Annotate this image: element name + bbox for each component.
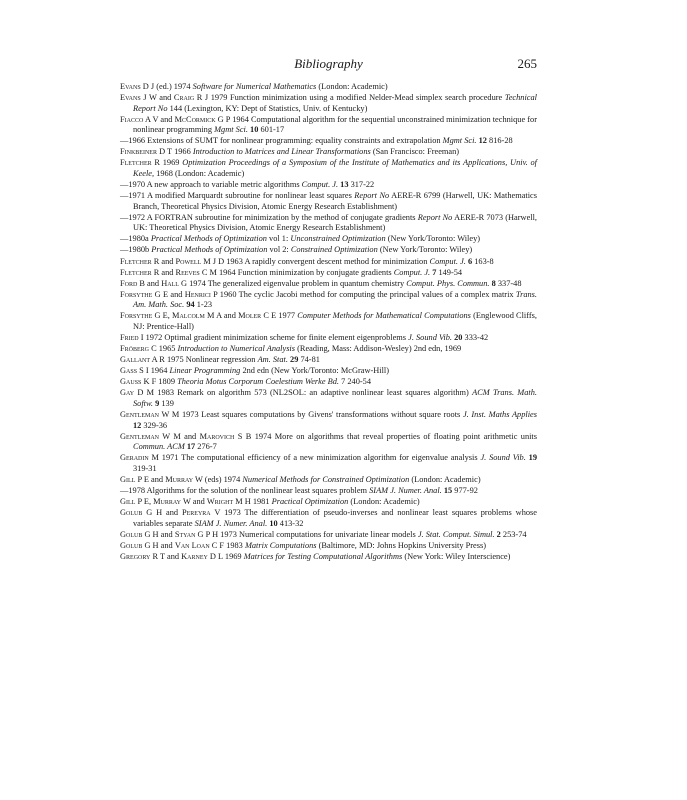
entry-title: Practical Methods of Optimization	[150, 234, 267, 244]
entry-volume: 8	[491, 278, 496, 288]
entry-title: Linear Programming	[169, 366, 241, 376]
bibliography-entry	[120, 388, 537, 409]
entry-text: 413-32	[277, 518, 304, 528]
bibliography-entry	[120, 486, 537, 497]
entry-title: Theoria Motus Corporum Coelestium Werke Bd.	[177, 377, 340, 387]
entry-text: vol 1:	[266, 234, 291, 244]
entry-text: G H and	[142, 540, 175, 550]
entry-author: Fletcher	[120, 267, 152, 277]
entry-text: 319-31	[133, 463, 157, 473]
entry-text: M H 1981	[233, 497, 272, 507]
entry-author: Fletcher	[120, 256, 152, 266]
entry-text: A V and	[143, 114, 175, 124]
entry-text: 149-54	[436, 267, 463, 277]
entry-title: Numerical Methods for Constrained Optimization	[242, 474, 410, 484]
entry-title: ACM Trans. Math. Softw.	[133, 388, 538, 408]
entry-volume: 15	[443, 485, 453, 495]
entry-volume: 10	[269, 518, 278, 528]
entry-text: 163-8	[472, 256, 494, 266]
entry-text: M A and	[204, 311, 239, 321]
entry-volume: 6	[467, 256, 473, 266]
entry-text: 74-81	[298, 355, 320, 365]
entry-text: P E and	[135, 474, 166, 484]
entry-text: B and	[137, 278, 162, 288]
entry-author: Powell	[175, 256, 202, 266]
bibliography-entry	[120, 290, 537, 311]
entry-author: Styan	[174, 529, 196, 539]
entry-text: G P H 1973 Numerical computations for univariate linear models	[195, 529, 418, 539]
entry-text: R and	[151, 256, 176, 266]
entry-text: D M 1983 Remark on algorithm 573 (NL2SOL: an adaptive nonlinear least squares algorithm)	[134, 388, 473, 398]
bibliography-entry	[120, 366, 537, 377]
entry-text: P E,	[135, 497, 154, 507]
entry-text: 1-23	[194, 300, 213, 310]
running-title: Bibliography	[294, 56, 363, 71]
entry-title: SIAM J. Numer. Anal.	[369, 485, 442, 495]
entry-text: AERE-R 6799 (Harwell, UK: Mathematics Branch, Theoretical Physics Division, Atomic Energy Research Establishment)	[133, 191, 537, 211]
entry-title: J. Sound Vib.	[480, 453, 526, 463]
entry-text: G E,	[152, 311, 173, 321]
entry-volume: 12	[478, 136, 487, 146]
bibliography-entry	[120, 530, 537, 541]
bibliography-entry	[120, 355, 537, 366]
bibliography-entry	[120, 191, 537, 212]
entry-title: SIAM J. Numer. Anal.	[194, 518, 268, 528]
bibliography-entry	[120, 497, 537, 508]
entry-author: Gay	[120, 388, 135, 398]
entry-title: Practical Methods of Optimization	[151, 245, 268, 255]
entry-title: Introduction to Matrices and Linear Transformations	[192, 147, 371, 157]
entry-volume: 17	[186, 442, 196, 452]
entry-text: 333-42	[462, 333, 489, 342]
entry-text: 601-17	[258, 125, 285, 135]
entry-title: Technical Report No	[133, 93, 537, 113]
bibliography-entry	[120, 257, 537, 268]
bibliography-entry	[120, 234, 537, 245]
bibliography-entry	[120, 311, 537, 332]
bibliography-entry	[120, 552, 537, 563]
entry-text: W and	[181, 497, 207, 507]
entry-text: W M 1973 Least squares computations by Givens' transformations without square roots	[159, 410, 463, 420]
entry-author: Pereyra	[182, 508, 211, 518]
entry-text: M J D 1963 A rapidly convergent descent method for minimization	[201, 256, 430, 266]
entry-title: Practical Optimization	[271, 497, 349, 507]
bibliography-entry	[120, 377, 537, 388]
entry-title: J. Stat. Comput. Simul.	[417, 529, 495, 539]
entry-author: Forsythe	[120, 289, 153, 299]
entry-author: Gentleman	[120, 410, 160, 420]
entry-volume: 19	[528, 453, 538, 463]
entry-author: Fletcher	[120, 158, 152, 168]
entry-text: C 1965	[148, 344, 178, 354]
entry-text: (San Francisco: Freeman)	[370, 147, 460, 157]
entry-text: vol 2:	[267, 245, 291, 255]
entry-text: 7 240-54	[339, 377, 371, 387]
entry-author: Golub	[120, 529, 143, 539]
bibliography-entry	[120, 147, 537, 158]
entry-text: C M 1964 Function minimization by conjugate gradients	[199, 267, 394, 277]
page-number: 265	[517, 56, 537, 71]
entry-text: A R 1975 Nonlinear regression	[150, 355, 258, 365]
entry-author: Evans	[120, 93, 141, 103]
entry-text: 1968 (London: Academic)	[154, 168, 245, 178]
entry-title: Trans. Am. Math. Soc.	[133, 289, 537, 310]
entry-text: (New York: Wiley Interscience)	[402, 551, 511, 561]
entry-text: —1972 A FORTRAN subroutine for minimization by the method of conjugate gradients	[120, 212, 418, 222]
entry-title: Matrices for Testing Computational Algorithms	[243, 551, 403, 561]
entry-text: (London: Academic)	[348, 497, 420, 507]
entry-text: 816-28	[486, 136, 513, 146]
entry-title: Comput. J.	[393, 267, 431, 277]
entry-text: —1971 A modified Marquardt subroutine for nonlinear least squares	[120, 191, 355, 201]
entry-title: Comput. Phys. Commun.	[406, 278, 490, 288]
entry-volume: 12	[133, 420, 142, 430]
entry-text: G E and	[152, 289, 185, 299]
entry-text: 139	[159, 398, 174, 408]
entry-text: (Englewood Cliffs, NJ: Prentice-Hall)	[133, 311, 537, 331]
entry-title: Optimization Proceedings of a Symposium of the Institute of Mathematics and its Applications, Univ. of Keele,	[133, 158, 537, 178]
entry-author: Fiacco	[120, 114, 144, 124]
entry-author: Reeves	[175, 267, 200, 277]
entry-volume: 9	[155, 398, 160, 408]
entry-text: C E 1977	[261, 311, 298, 321]
entry-text: —1970 A new approach to variable metric algorithms	[120, 180, 302, 190]
entry-text: G H and	[142, 529, 175, 539]
entry-title: Comput. J.	[429, 256, 466, 266]
entry-text: 337-48	[495, 278, 522, 288]
bibliography-entry	[120, 136, 537, 147]
entry-text: M 1971 The computational efficiency of a new minimization algorithm for eigenvalue analysis	[148, 453, 481, 463]
bibliography-entry	[120, 180, 537, 191]
entry-text: (New York/Toronto: Wiley)	[377, 245, 473, 255]
entry-text: —1980a	[120, 234, 151, 244]
entry-author: Hall	[161, 278, 179, 288]
entry-author: Forsythe	[120, 311, 153, 321]
entry-volume: 2	[496, 529, 501, 539]
entry-title: Matrix Computations	[244, 540, 317, 550]
entry-author: Gallant	[120, 355, 151, 365]
entry-text: 977-92	[452, 485, 478, 495]
entry-author: Murray	[165, 474, 194, 484]
entry-author: Finkbeiner	[120, 147, 157, 157]
entry-author: Ford	[120, 278, 138, 288]
entry-text: W M and	[159, 431, 200, 441]
entry-text: (New York/Toronto: Wiley)	[385, 234, 481, 244]
entry-text: G P 1964 Computational algorithm for the sequential unconstrained minimization technique for nonlinear programming	[133, 114, 537, 135]
entry-title: Computer Methods for Mathematical Computations	[297, 311, 471, 321]
entry-text: I 1972 Optimal gradient minimization scheme for finite element eigenproblems	[138, 333, 409, 342]
entry-author: Gregory	[120, 551, 151, 561]
entry-title: J. Inst. Maths Applies	[462, 410, 537, 420]
entry-title: Commun. ACM	[133, 442, 185, 452]
page-header	[120, 56, 537, 76]
entry-text: 253-74	[500, 529, 527, 539]
entry-text: C F 1983	[209, 540, 245, 550]
entry-text: R T and	[150, 551, 182, 561]
entry-text: R J 1979 Function minimization using a modified Nelder-Mead simplex search procedure	[194, 93, 505, 103]
bibliography-entry	[120, 333, 537, 344]
entry-text: (London: Academic)	[409, 474, 481, 484]
entry-text: J W and	[140, 93, 174, 103]
entry-author: Murray	[153, 497, 182, 507]
entry-title: Introduction to Numerical Analysis	[177, 344, 296, 354]
entry-title: Report No	[354, 191, 390, 201]
entry-text: 2nd edn (New York/Toronto: McGraw-Hill)	[240, 366, 390, 376]
entry-author: Gill	[120, 474, 136, 484]
entry-text: G H and	[142, 508, 182, 518]
entry-text: S B 1974 More on algorithms that reveal properties of floating point arithmetic units	[234, 431, 538, 441]
entry-author: McCormick	[174, 114, 216, 124]
entry-title: Report No	[417, 212, 453, 222]
entry-text: AERE-R 7073 (Harwell, UK: Theoretical Physics Division, Atomic Energy Research Establishment)	[133, 212, 537, 233]
entry-author: Craig	[173, 93, 195, 103]
entry-text: W (eds) 1974	[193, 474, 243, 484]
bibliography-entry	[120, 432, 537, 453]
entry-title: Mgmt Sci.	[442, 136, 477, 146]
entry-text: 317-22	[348, 180, 375, 190]
bibliography-entry	[120, 245, 537, 256]
entry-author: Karney	[181, 551, 208, 561]
entry-text: (London: Academic)	[316, 82, 388, 91]
entry-title: J. Sound Vib.	[408, 333, 452, 342]
entry-author: Malcolm	[172, 311, 205, 321]
entry-author: Evans	[120, 82, 141, 91]
entry-text: G 1974 The generalized eigenvalue problem in quantum chemistry	[178, 278, 407, 288]
entry-author: Fried	[120, 333, 139, 342]
bibliography-entry	[120, 268, 537, 279]
entry-author: Gentleman	[120, 431, 160, 441]
entry-text: D J (ed.) 1974	[140, 82, 193, 91]
entry-text: R 1969	[151, 158, 183, 168]
entry-text: V 1973 The differentiation of pseudo-inverses and nonlinear least squares problems whose variables separate	[133, 508, 537, 528]
entry-text: 329-36	[141, 420, 168, 430]
bibliography-entry	[120, 93, 537, 114]
entry-text: —1980b	[120, 245, 152, 255]
entry-volume: 10	[250, 125, 259, 135]
entry-title: Software for Numerical Mathematics	[192, 82, 317, 91]
entry-author: Geradin	[120, 453, 149, 463]
entry-author: Van Loan	[174, 540, 210, 550]
entry-text: (Baltimore, MD: Johns Hopkins University Press)	[316, 540, 486, 550]
bibliography-entry	[120, 344, 537, 355]
bibliography-entry	[120, 508, 537, 529]
entry-author: Wright	[206, 497, 234, 507]
bibliography-entry	[120, 279, 537, 290]
entry-author: Gass	[120, 366, 138, 376]
bibliography-list	[120, 82, 537, 563]
entry-volume: 13	[340, 180, 349, 190]
entry-author: Marovich	[199, 431, 235, 441]
entry-title: Constrained Optimization	[290, 245, 378, 255]
entry-text: P 1960 The cyclic Jacobi method for computing the principal values of a complex matrix	[210, 289, 516, 299]
entry-title: Unconstrained Optimization	[290, 234, 386, 244]
entry-text: (Reading, Mass: Addison-Wesley) 2nd edn, 1969	[295, 344, 462, 354]
entry-text: 276-7	[195, 442, 217, 452]
entry-author: Golub	[120, 540, 143, 550]
entry-text: K F 1809	[141, 377, 178, 387]
entry-title: Am. Stat.	[257, 355, 288, 365]
bibliography-entry	[120, 115, 537, 136]
bibliography-entry	[120, 213, 537, 234]
entry-author: Gauss	[120, 377, 142, 387]
bibliography-entry	[120, 410, 537, 431]
entry-author: Moler	[238, 311, 262, 321]
entry-text: S I 1964	[137, 366, 170, 376]
entry-title: Mgmt Sci.	[214, 125, 248, 135]
entry-author: Fröberg	[120, 344, 149, 354]
entry-author: Gill	[120, 497, 136, 507]
entry-volume: 7	[432, 267, 437, 277]
entry-author: Golub	[120, 508, 143, 518]
entry-text: —1966 Extensions of SUMT for nonlinear programming: equality constraints and extrapolation	[120, 136, 443, 146]
entry-title: Comput. J.	[301, 180, 339, 190]
bibliography-entry	[120, 453, 537, 474]
entry-text: 144 (Lexington, KY: Dept of Statistics, Univ. of Kentucky)	[167, 103, 368, 113]
bibliography-entry	[120, 82, 537, 93]
entry-text: R and	[151, 267, 176, 277]
bibliography-entry	[120, 475, 537, 486]
bibliography-entry	[120, 541, 537, 552]
entry-text: —1978 Algorithms for the solution of the nonlinear least squares problem	[120, 485, 370, 495]
entry-volume: 29	[290, 355, 299, 365]
entry-volume: 94	[186, 300, 195, 310]
entry-text: D L 1969	[207, 551, 244, 561]
entry-author: Henrici	[184, 289, 211, 299]
entry-text: D T 1966	[156, 147, 193, 157]
bibliography-entry	[120, 158, 537, 179]
entry-volume: 20	[454, 333, 463, 342]
